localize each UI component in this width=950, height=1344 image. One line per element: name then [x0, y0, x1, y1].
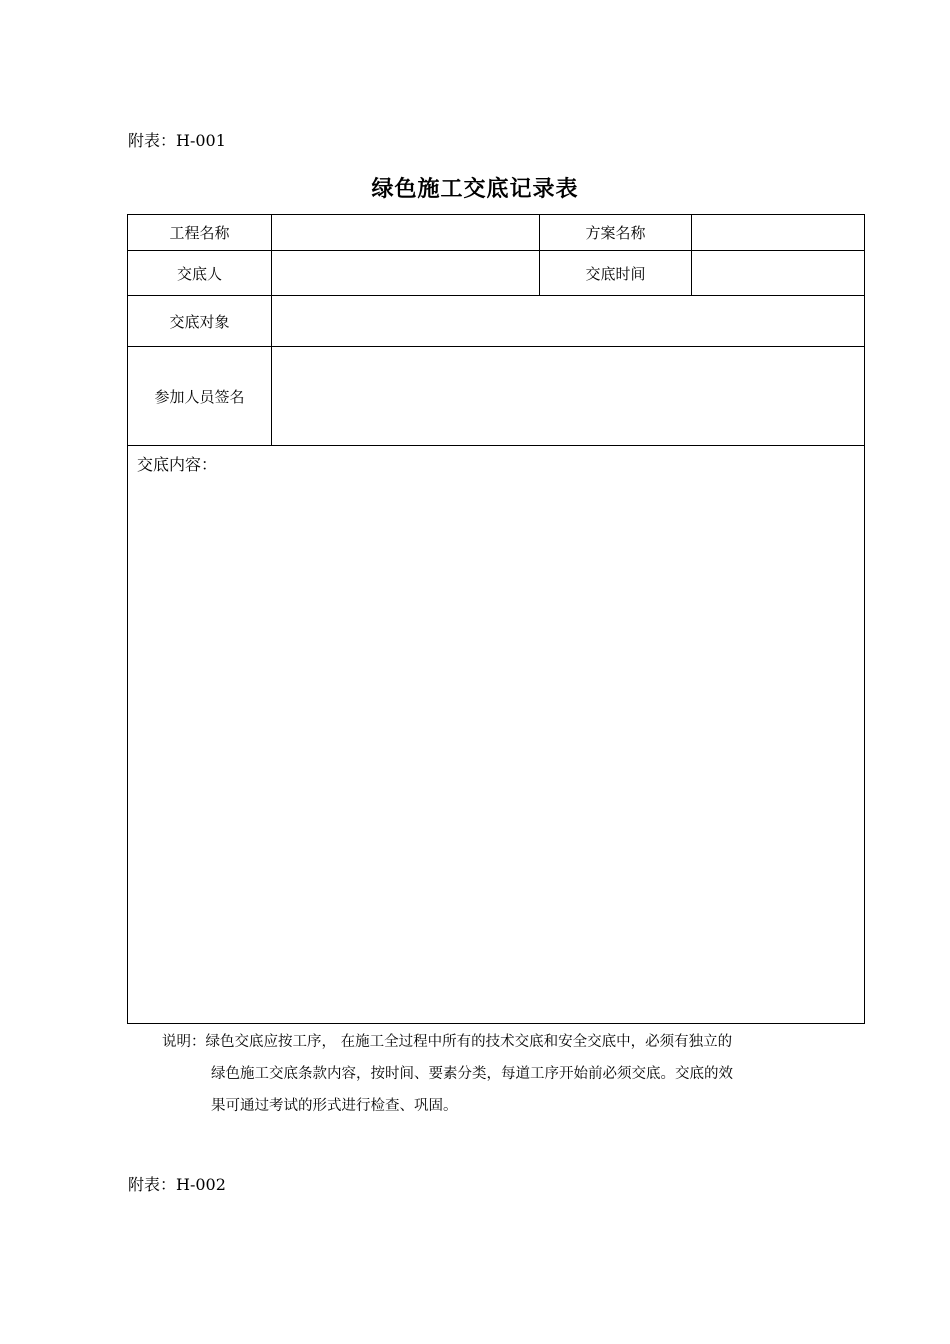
note-line: 果可通过考试的形式进行检查、巩固。 — [211, 1098, 458, 1114]
target-label: 交底对象 — [128, 296, 272, 347]
table-row — [128, 446, 865, 1024]
note-line: 绿色施工交底条款内容，按时间、要素分类，每道工序开始前必须交底。交底的效 — [211, 1066, 733, 1082]
table-row — [128, 347, 865, 446]
table-row — [128, 296, 865, 347]
signatures-field[interactable] — [272, 347, 865, 446]
table-row — [128, 215, 865, 251]
note-line: 说明：绿色交底应按工序， 在施工全过程中所有的技术交底和安全交底中，必须有独立的 — [162, 1034, 733, 1050]
document-title: 绿色施工交底记录表 — [371, 177, 579, 202]
record-table — [127, 214, 865, 1024]
time-field[interactable] — [692, 251, 865, 296]
project-name-label: 工程名称 — [128, 215, 272, 251]
plan-name-field[interactable] — [692, 215, 865, 251]
project-name-field[interactable] — [272, 215, 540, 251]
presenter-label: 交底人 — [128, 251, 272, 296]
presenter-field[interactable] — [272, 251, 540, 296]
content-label: 交底内容： — [137, 455, 218, 474]
content-area[interactable] — [128, 446, 865, 1024]
time-label: 交底时间 — [540, 251, 692, 296]
target-field[interactable] — [272, 296, 865, 347]
appendix-label: 附表：H-001 — [128, 131, 226, 150]
signatures-label: 参加人员签名 — [128, 347, 272, 446]
plan-name-label: 方案名称 — [540, 215, 692, 251]
next-appendix-label: 附表：H-002 — [128, 1175, 226, 1194]
table-row — [128, 251, 865, 296]
note-block — [162, 1026, 852, 1122]
